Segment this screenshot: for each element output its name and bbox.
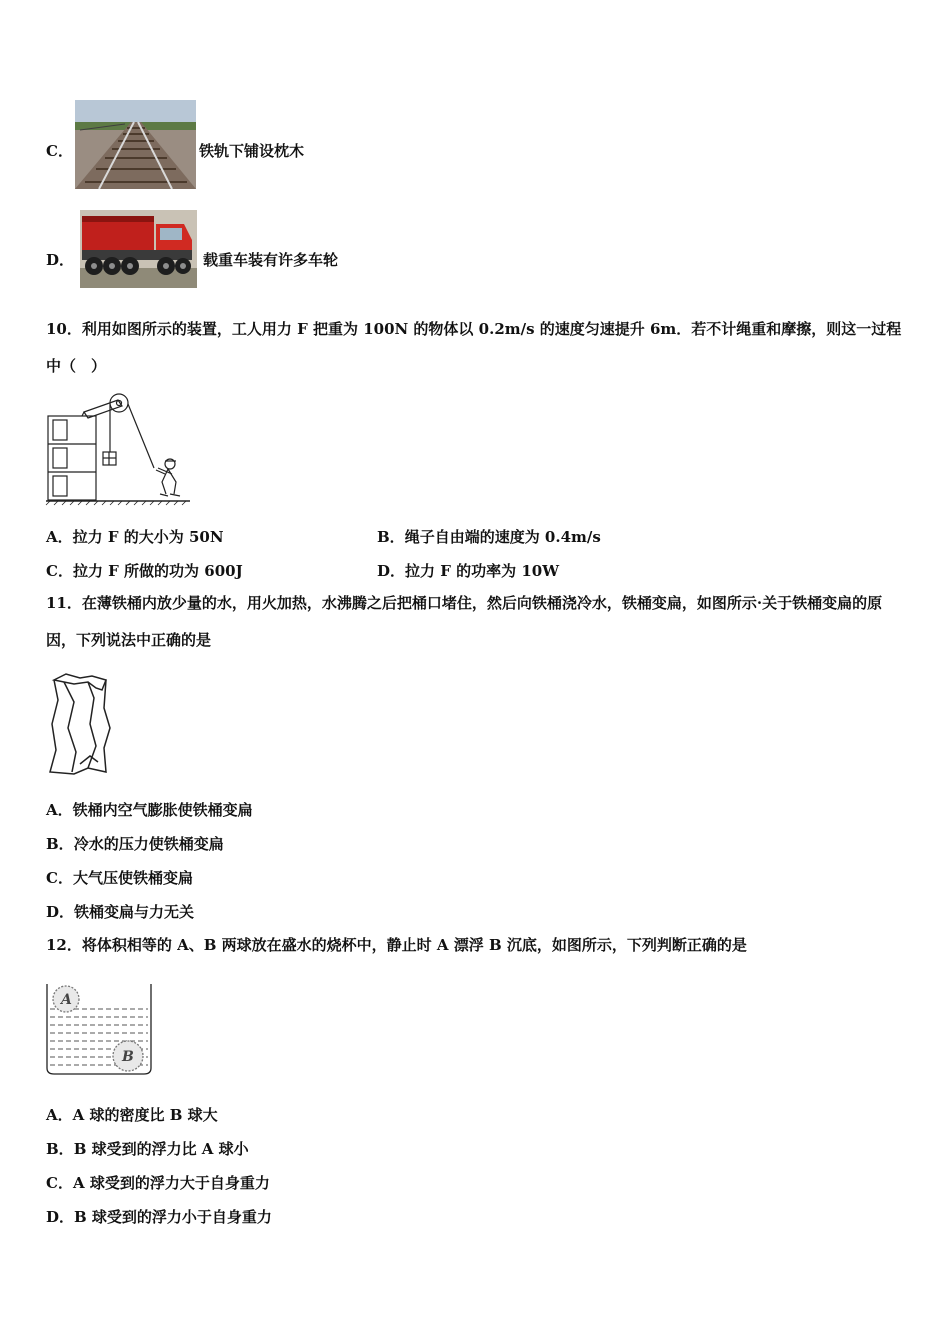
q11-stem: 11．在薄铁桶内放少量的水，用火加热，水沸腾之后把桶口堵住，然后向铁桶浇冷水，铁桶变扁，如图所示·关于铁桶变扁的原因，下列说法中正确的是 (46, 594, 883, 649)
q10-option-b: B．绳子自由端的速度为 0.4m/s (377, 528, 601, 546)
q12-stem: 12．将体积相等的 A、B 两球放在盛水的烧杯中，静止时 A 漂浮 B 沉底，如图所示，下列判断正确的是 (46, 936, 747, 954)
q11-option-c: C．大气压使铁桶变扁 (46, 869, 193, 887)
pulley-worker-figure (44, 390, 194, 506)
q12-option-d: D．B 球受到的浮力小于自身重力 (46, 1208, 272, 1226)
dump-truck-photo (80, 210, 197, 288)
ball-a-label: A (61, 992, 72, 1008)
q11-option-a: A．铁桶内空气膨胀使铁桶变扁 (46, 801, 253, 819)
q10-stem: 10．利用如图所示的装置，工人用力 F 把重为 100N 的物体以 0.2m/s 的速度匀速提升 6m．若不计绳重和摩擦，则这一过程中（ ） (46, 320, 902, 375)
q11-option-b: B．冷水的压力使铁桶变扁 (46, 835, 224, 853)
q12-option-b: B．B 球受到的浮力比 A 球小 (46, 1140, 249, 1158)
q9-option-d-text: 载重车装有许多车轮 (203, 251, 339, 269)
q9-option-c-text: 铁轨下铺设枕木 (199, 142, 305, 160)
beaker-balls-figure (44, 982, 156, 1077)
crushed-iron-bucket-figure (44, 668, 116, 778)
q11-option-d: D．铁桶变扁与力无关 (46, 903, 195, 921)
q12-option-a: A．A 球的密度比 B 球大 (46, 1106, 218, 1124)
q10-option-d: D．拉力 F 的功率为 10W (377, 562, 560, 580)
q9-option-c (46, 140, 73, 161)
q10-option-c: C．拉力 F 所做的功为 600J (46, 562, 243, 580)
ball-b-label: B (122, 1049, 134, 1065)
q9-option-d (46, 249, 74, 270)
option-letter: D． (46, 251, 75, 269)
q10-option-a: A．拉力 F 的大小为 50N (46, 528, 224, 546)
q12-option-c: C．A 球受到的浮力大于自身重力 (46, 1174, 270, 1192)
railway-track-photo (75, 100, 196, 189)
option-letter: C． (46, 142, 73, 160)
